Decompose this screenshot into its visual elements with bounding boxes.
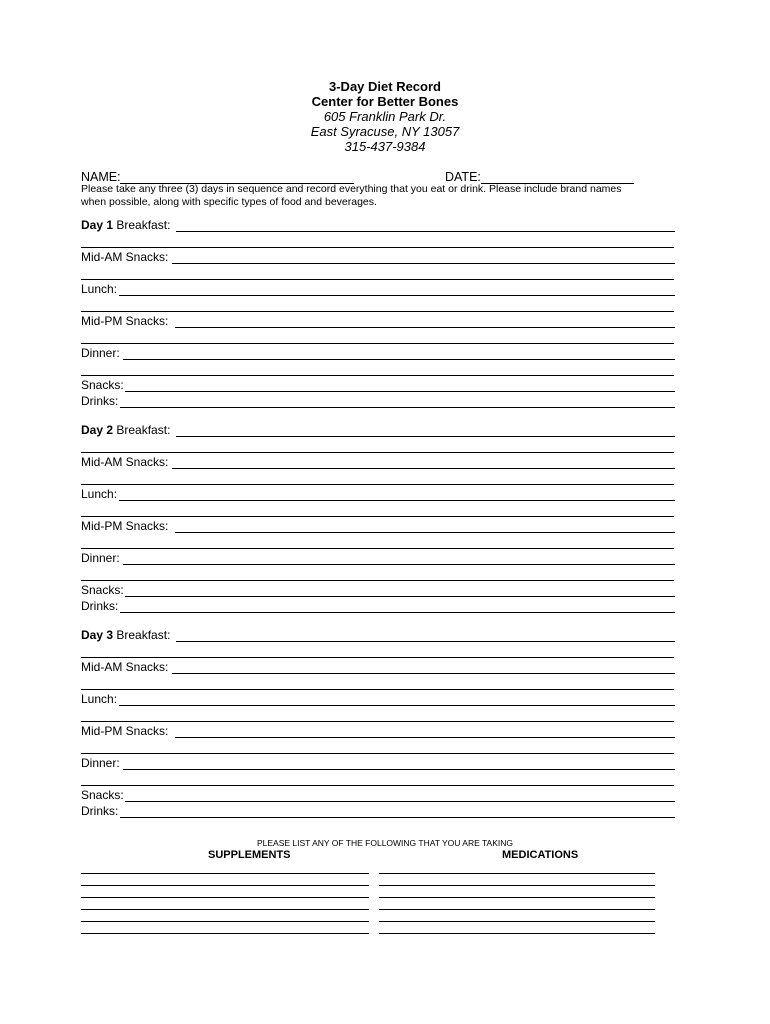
address-line-2: East Syracuse, NY 13057	[310, 124, 460, 139]
day-3-drinks-label: Drinks:	[81, 804, 119, 818]
day-2-dinner-field[interactable]	[123, 564, 675, 565]
day-2-drinks-field[interactable]	[120, 612, 675, 613]
day-1-dinner-label: Dinner:	[81, 346, 120, 360]
day-2-mid-am-field[interactable]	[172, 468, 675, 469]
form-title: 3-Day Diet Record	[329, 79, 441, 94]
phone-number: 315-437-9384	[344, 139, 426, 154]
day-1-heading: Day 1	[81, 218, 114, 232]
day-1-mid-pm-extra-line[interactable]	[81, 343, 674, 344]
day-1-mid-am-label: Mid-AM Snacks:	[81, 250, 169, 264]
supplement-line[interactable]	[81, 933, 369, 934]
list-intro: PLEASE LIST ANY OF THE FOLLOWING THAT YOU ARE TAKING	[256, 838, 514, 848]
medications-heading: MEDICATIONS	[502, 849, 579, 861]
day-2-lunch-row	[81, 487, 681, 502]
breakfast-label: Breakfast:	[116, 218, 171, 232]
day-2-drinks-label: Drinks:	[81, 599, 119, 613]
day-1-drinks-field[interactable]	[120, 407, 675, 408]
day-1-drinks-label: Drinks:	[81, 394, 119, 408]
date-label: DATE:	[445, 170, 481, 184]
day-3-mid-pm-row	[81, 724, 681, 739]
day-1-snacks-label: Snacks:	[81, 378, 124, 392]
day-3-lunch-row	[81, 692, 681, 707]
day-3-mid-am-label: Mid-AM Snacks:	[81, 660, 169, 674]
day-2-dinner-label: Dinner:	[81, 551, 120, 565]
day-1-breakfast-extra-line[interactable]	[81, 247, 674, 248]
day-2-breakfast-field[interactable]	[176, 436, 675, 437]
day-2-heading: Day 2	[81, 423, 114, 437]
day-1-breakfast-row	[81, 218, 681, 233]
day-3-mid-pm-label: Mid-PM Snacks:	[81, 724, 169, 738]
day-1-breakfast-field[interactable]	[176, 231, 675, 232]
day-3-snacks-label: Snacks:	[81, 788, 124, 802]
day-2-mid-pm-row	[81, 519, 681, 534]
day-3-lunch-label: Lunch:	[81, 692, 118, 706]
day-2-dinner-row	[81, 551, 681, 566]
day-3-breakfast-field[interactable]	[176, 641, 675, 642]
day-1-breakfast-label	[81, 218, 170, 233]
day-3-snacks-row	[81, 788, 681, 803]
day-1-mid-pm-field[interactable]	[175, 327, 675, 328]
day-3-heading: Day 3	[81, 628, 114, 642]
breakfast-label: Breakfast:	[116, 423, 171, 437]
day-1-mid-am-extra-line[interactable]	[81, 279, 674, 280]
medication-line[interactable]	[379, 909, 655, 910]
day-3-drinks-field[interactable]	[120, 817, 675, 818]
supplement-line[interactable]	[81, 909, 369, 910]
day-2-mid-am-row	[81, 455, 681, 470]
day-3-mid-am-field[interactable]	[172, 673, 675, 674]
medication-line[interactable]	[379, 921, 655, 922]
address-line-1: 605 Franklin Park Dr.	[323, 109, 447, 124]
day-3-dinner-field[interactable]	[123, 769, 675, 770]
instructions-line-1: Please take any three (3) days in sequence and record everything that you eat or drink. Please include brand names	[81, 183, 622, 195]
day-3-dinner-extra-line[interactable]	[81, 785, 674, 786]
day-2-snacks-row	[81, 583, 681, 598]
day-3-lunch-extra-line[interactable]	[81, 721, 674, 722]
form-header	[0, 79, 770, 154]
day-3-dinner-label: Dinner:	[81, 756, 120, 770]
medication-line[interactable]	[379, 873, 655, 874]
day-1-mid-pm-label: Mid-PM Snacks:	[81, 314, 169, 328]
day-1-mid-pm-row	[81, 314, 681, 329]
breakfast-label: Breakfast:	[116, 628, 171, 642]
day-3-mid-am-extra-line[interactable]	[81, 689, 674, 690]
day-3-mid-pm-extra-line[interactable]	[81, 753, 674, 754]
day-2-lunch-extra-line[interactable]	[81, 516, 674, 517]
organization-name: Center for Better Bones	[311, 94, 459, 109]
supplements-heading: SUPPLEMENTS	[208, 849, 291, 861]
day-3-drinks-row	[81, 804, 681, 819]
instructions	[81, 183, 681, 209]
medication-line[interactable]	[379, 897, 655, 898]
day-3-mid-pm-field[interactable]	[175, 737, 675, 738]
day-1-lunch-field[interactable]	[119, 295, 675, 296]
day-2-breakfast-label	[81, 423, 170, 438]
name-label: NAME:	[81, 170, 121, 184]
day-1-mid-am-field[interactable]	[172, 263, 675, 264]
supplement-line[interactable]	[81, 885, 369, 886]
day-2-drinks-row	[81, 599, 681, 614]
day-3-mid-am-row	[81, 660, 681, 675]
medication-line[interactable]	[379, 933, 655, 934]
day-3-breakfast-row	[81, 628, 681, 643]
day-1-lunch-extra-line[interactable]	[81, 311, 674, 312]
instructions-line-2: when possible, along with specific types of food and beverages.	[81, 196, 377, 208]
day-2-lunch-label: Lunch:	[81, 487, 118, 501]
supplement-line[interactable]	[81, 921, 369, 922]
day-1-snacks-row	[81, 378, 681, 393]
day-2-snacks-label: Snacks:	[81, 583, 124, 597]
day-1-dinner-extra-line[interactable]	[81, 375, 674, 376]
day-1-dinner-row	[81, 346, 681, 361]
day-2-mid-am-label: Mid-AM Snacks:	[81, 455, 169, 469]
medication-line[interactable]	[379, 885, 655, 886]
day-3-dinner-row	[81, 756, 681, 771]
day-3-lunch-field[interactable]	[119, 705, 675, 706]
day-1-snacks-field[interactable]	[125, 391, 675, 392]
day-2-breakfast-row	[81, 423, 681, 438]
day-3-snacks-field[interactable]	[125, 801, 675, 802]
day-1-dinner-field[interactable]	[123, 359, 675, 360]
day-2-mid-pm-field[interactable]	[175, 532, 675, 533]
supplement-line[interactable]	[81, 873, 369, 874]
day-2-snacks-field[interactable]	[125, 596, 675, 597]
day-3-breakfast-label	[81, 628, 170, 643]
day-1-lunch-row	[81, 282, 681, 297]
day-2-mid-pm-extra-line[interactable]	[81, 548, 674, 549]
day-2-dinner-extra-line[interactable]	[81, 580, 674, 581]
day-1-mid-am-row	[81, 250, 681, 265]
day-2-breakfast-extra-line[interactable]	[81, 452, 674, 453]
day-1-drinks-row	[81, 394, 681, 409]
day-3-breakfast-extra-line[interactable]	[81, 657, 674, 658]
supplement-line[interactable]	[81, 897, 369, 898]
day-2-mid-pm-label: Mid-PM Snacks:	[81, 519, 169, 533]
day-2-mid-am-extra-line[interactable]	[81, 484, 674, 485]
day-2-lunch-field[interactable]	[119, 500, 675, 501]
day-1-lunch-label: Lunch:	[81, 282, 118, 296]
